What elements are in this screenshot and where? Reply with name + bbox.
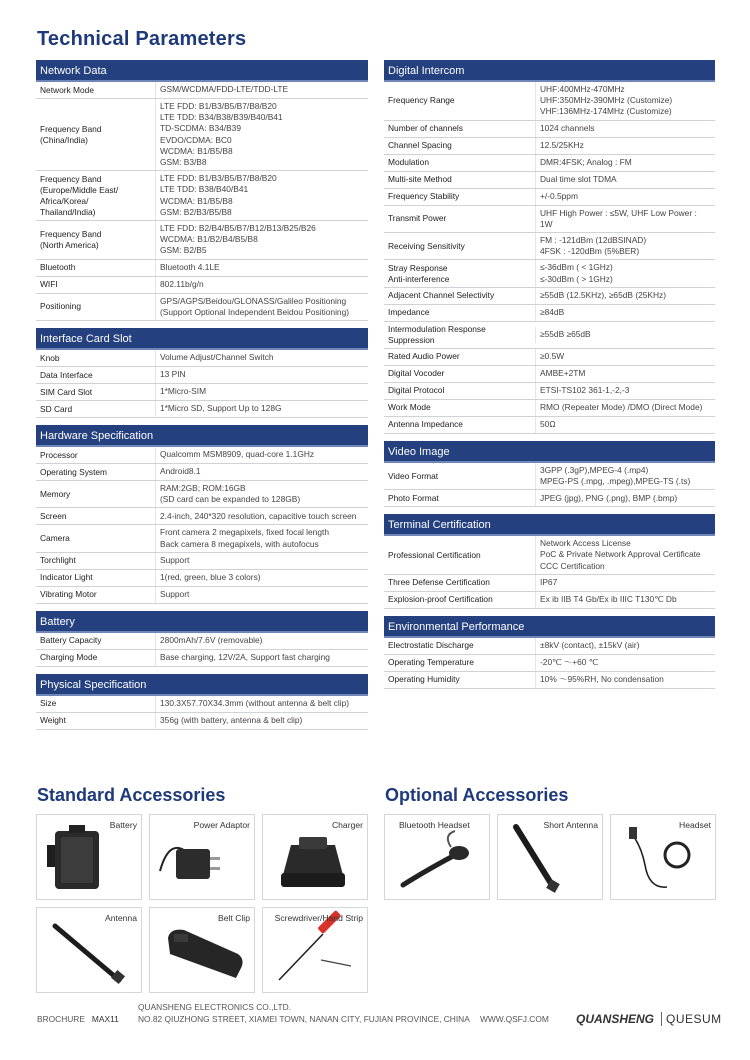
accessory-label: Battery: [109, 820, 137, 830]
spec-key: Work Mode: [388, 402, 431, 413]
spec-row: [36, 350, 368, 367]
spec-value: ±8kV (contact), ±15kV (air): [535, 638, 715, 654]
spec-row: [384, 592, 715, 609]
spec-row: [36, 570, 368, 587]
model-label: MAX11: [91, 1014, 119, 1024]
spec-section: [384, 514, 715, 609]
spec-value: Qualcomm MSM8909, quad-core 1.1GHz: [155, 447, 368, 463]
spec-value: ≥0.5W: [535, 349, 715, 365]
left-spec-column: [36, 60, 368, 737]
spec-section: [36, 328, 368, 418]
spec-key: Knob: [40, 352, 60, 363]
spec-row: [384, 366, 715, 383]
accessory-card-headset: [610, 814, 716, 900]
spec-value: 10% ～95%RH, No condensation: [535, 672, 715, 688]
spec-value: 2800mAh/7.6V (removable): [155, 633, 368, 649]
spec-row: [384, 138, 715, 155]
accessory-card-short-antenna: [497, 814, 603, 900]
accessory-card-screwdriver: [262, 907, 368, 993]
spec-row: [384, 536, 715, 575]
spec-value: ≤-36dBm ( < 1GHz) ≤-30dBm ( > 1GHz): [535, 260, 715, 286]
spec-row: [384, 206, 715, 233]
spec-row: [384, 672, 715, 689]
spec-value: 1*Micro-SIM: [155, 384, 368, 400]
spec-section: [36, 425, 368, 604]
brochure-label: BROCHURE: [37, 1014, 85, 1024]
spec-key: Digital Protocol: [388, 385, 445, 396]
section-header: Network Data: [36, 60, 368, 82]
spec-key: Number of channels: [388, 123, 463, 134]
spec-key: Explosion-proof Certification: [388, 594, 493, 605]
spec-value: 50Ω: [535, 417, 715, 433]
spec-value: Android8.1: [155, 464, 368, 480]
footer-address: NO.82 QIUZHONG STREET, XIAMEI TOWN, NANAN CITY, FUJIAN PROVINCE, CHINA: [138, 1014, 470, 1024]
spec-value: JPEG (jpg), PNG (.png), BMP (.bmp): [535, 490, 715, 506]
spec-key: Multi-site Method: [388, 174, 452, 185]
spec-value: GSM/WCDMA/FDD-LTE/TDD-LTE: [155, 82, 368, 98]
spec-key: Charging Mode: [40, 652, 98, 663]
spec-value: Bluetooth 4.1LE: [155, 260, 368, 276]
spec-section: [384, 60, 715, 434]
spec-key: Screen: [40, 510, 67, 521]
spec-key: Frequency Band (Europe/Middle East/ Africa/Korea/ Thailand/India): [40, 173, 119, 217]
brand-logo-quesum: QUESUM: [666, 1012, 722, 1026]
standard-accessories-title: Standard Accessories: [37, 785, 226, 805]
spec-key: Weight: [40, 715, 66, 726]
spec-value: +/-0.5ppm: [535, 189, 715, 205]
spec-key: Three Defense Certification: [388, 577, 490, 588]
accessory-card-belt-clip: [149, 907, 255, 993]
spec-row: [384, 305, 715, 322]
spec-key: Operating System: [40, 466, 108, 477]
spec-value: DMR:4FSK; Analog : FM: [535, 155, 715, 171]
right-spec-column: [384, 60, 715, 696]
spec-value: 13 PIN: [155, 367, 368, 383]
spec-section: [384, 441, 715, 507]
spec-row: [36, 221, 368, 260]
spec-row: [384, 322, 715, 349]
accessory-card-bluetooth-headset: [384, 814, 490, 900]
section-header: Battery: [36, 611, 368, 633]
spec-value: 1*Micro SD, Support Up to 128G: [155, 401, 368, 417]
spec-row: [36, 171, 368, 221]
accessory-label: Short Antenna: [543, 820, 598, 830]
spec-row: [384, 155, 715, 172]
spec-value: RMO (Repeater Mode) /DMO (Direct Mode): [535, 400, 715, 416]
spec-key: Processor: [40, 449, 78, 460]
spec-key: Photo Format: [388, 492, 439, 503]
spec-value: ≥55dB (12.5KHz), ≥65dB (25KHz): [535, 288, 715, 304]
spec-row: [384, 349, 715, 366]
spec-section: [36, 611, 368, 667]
spec-key: Electrostatic Discharge: [388, 640, 474, 651]
spec-row: [384, 575, 715, 592]
accessory-card-charger: [262, 814, 368, 900]
spec-section: [36, 674, 368, 730]
spec-row: [36, 481, 368, 508]
section-header: Terminal Certification: [384, 514, 715, 536]
accessory-label: Power Adaptor: [193, 820, 250, 830]
spec-key: Vibrating Motor: [40, 589, 97, 600]
spec-key: Frequency Stability: [388, 191, 460, 202]
spec-key: Transmit Power: [388, 213, 447, 224]
spec-row: [36, 508, 368, 525]
spec-value: FM : -121dBm (12dBSINAD) 4FSK : -120dBm (5%BER): [535, 233, 715, 259]
spec-key: Camera: [40, 533, 70, 544]
spec-row: [36, 294, 368, 321]
accessory-card-battery: [36, 814, 142, 900]
spec-key: Battery Capacity: [40, 635, 102, 646]
spec-value: 12.5/25KHz: [535, 138, 715, 154]
spec-value: LTE FDD: B2/B4/B5/B7/B12/B13/B25/B26 WCDMA: B1/B2/B4/B5/B8 GSM: B2/B5: [155, 221, 368, 259]
spec-value: IP67: [535, 575, 715, 591]
spec-row: [384, 400, 715, 417]
spec-key: Modulation: [388, 157, 429, 168]
spec-row: [36, 713, 368, 730]
spec-value: ETSI-TS102 361-1,-2,-3: [535, 383, 715, 399]
spec-row: [384, 172, 715, 189]
spec-row: [36, 447, 368, 464]
footer-brochure: [37, 1014, 119, 1024]
spec-value: -20℃ ～+60 ℃: [535, 655, 715, 671]
spec-key: Receiving Sensitivity: [388, 240, 465, 251]
spec-key: Stray Response Anti-interference: [388, 262, 450, 284]
spec-row: [384, 655, 715, 672]
spec-value: 2.4-inch, 240*320 resolution, capacitive touch screen: [155, 508, 368, 524]
spec-key: Intermodulation Response Suppression: [388, 323, 486, 345]
spec-key: Positioning: [40, 301, 81, 312]
spec-row: [384, 82, 715, 121]
spec-row: [36, 260, 368, 277]
spec-key: Frequency Band (North America): [40, 228, 102, 250]
spec-key: Antenna Impedance: [388, 419, 463, 430]
spec-key: Digital Vocoder: [388, 368, 445, 379]
accessory-card-power-adaptor: [149, 814, 255, 900]
spec-key: Video Format: [388, 470, 439, 481]
spec-key: Operating Humidity: [388, 674, 460, 685]
spec-value: GPS/AGPS/Beidou/GLONASS/Galileo Positioning (Support Optional Independent Beidou Positioning): [155, 294, 368, 320]
spec-key: WIFI: [40, 279, 58, 290]
accessory-card-antenna: [36, 907, 142, 993]
spec-value: Base charging, 12V/2A, Support fast charging: [155, 650, 368, 666]
spec-value: LTE FDD: B1/B3/B5/B7/B8/B20 LTE TDD: B38/B40/B41 WCDMA: B1/B5/B8 GSM: B2/B3/B5/B8: [155, 171, 368, 220]
spec-key: Adjacent Channel Selectivity: [388, 290, 495, 301]
spec-value: Network Access License PoC & Private Network Approval Certificate CCC Certification: [535, 536, 715, 574]
section-header: Environmental Performance: [384, 616, 715, 638]
spec-value: ≥55dB ≥65dB: [535, 327, 715, 343]
accessory-label: Charger: [331, 820, 363, 830]
spec-value: 130.3X57.70X34.3mm (without antenna & belt clip): [155, 696, 368, 712]
spec-value: Volume Adjust/Channel Switch: [155, 350, 368, 366]
spec-key: Data Interface: [40, 369, 93, 380]
spec-key: SIM Card Slot: [40, 386, 93, 397]
spec-section: [384, 616, 715, 689]
spec-key: Operating Temperature: [388, 657, 474, 668]
spec-row: [384, 383, 715, 400]
accessory-label: Screwdriver/Hand Strip: [274, 913, 363, 923]
spec-key: Bluetooth: [40, 262, 76, 273]
spec-key: Rated Audio Power: [388, 351, 460, 362]
brand-logo-quansheng: QUANSHENG: [576, 1012, 655, 1026]
spec-key: SD Card: [40, 403, 73, 414]
spec-row: [36, 650, 368, 667]
spec-row: [36, 587, 368, 604]
spec-row: [36, 277, 368, 294]
spec-key: Torchlight: [40, 555, 76, 566]
spec-key: Indicator Light: [40, 572, 93, 583]
spec-value: Ex ib IIB T4 Gb/Ex ib IIIC T130℃ Db: [535, 592, 715, 608]
spec-value: 1(red, green, blue 3 colors): [155, 570, 368, 586]
spec-value: ≥84dB: [535, 305, 715, 321]
spec-row: [36, 633, 368, 650]
spec-row: [36, 367, 368, 384]
spec-value: Support: [155, 553, 368, 569]
spec-row: [36, 82, 368, 99]
spec-value: LTE FDD: B1/B3/B5/B7/B8/B20 LTE TDD: B34/B38/B39/B40/B41 TD-SCDMA: B34/B39 EVDO/CDMA: BC0 WCDMA: B1/B5/B8 GSM: B3/B8: [155, 99, 368, 170]
spec-value: Support: [155, 587, 368, 603]
spec-row: [384, 121, 715, 138]
spec-section: [36, 60, 368, 321]
optional-accessories-title: Optional Accessories: [385, 785, 569, 805]
spec-value: Dual time slot TDMA: [535, 172, 715, 188]
section-header: Video Image: [384, 441, 715, 463]
spec-row: [36, 696, 368, 713]
spec-row: [36, 464, 368, 481]
spec-row: [384, 417, 715, 434]
spec-key: Memory: [40, 488, 71, 499]
spec-key: Professional Certification: [388, 549, 481, 560]
accessory-label: Antenna: [104, 913, 137, 923]
brand-divider: [661, 1012, 662, 1026]
spec-row: [36, 99, 368, 171]
spec-row: [384, 189, 715, 206]
spec-row: [36, 553, 368, 570]
spec-value: 1024 channels: [535, 121, 715, 137]
section-header: Digital Intercom: [384, 60, 715, 82]
section-header: Physical Specification: [36, 674, 368, 696]
section-header: Hardware Specification: [36, 425, 368, 447]
spec-key: Impedance: [388, 307, 430, 318]
spec-row: [36, 401, 368, 418]
spec-row: [384, 233, 715, 260]
page-title: Technical Parameters: [37, 28, 247, 50]
spec-value: Front camera 2 megapixels, fixed focal length Back camera 8 megapixels, with autofocus: [155, 525, 368, 551]
spec-value: AMBE+2TM: [535, 366, 715, 382]
spec-key: Frequency Range: [388, 95, 455, 106]
spec-row: [384, 463, 715, 490]
spec-row: [36, 384, 368, 401]
spec-value: RAM:2GB; ROM:16GB (SD card can be expanded to 128GB): [155, 481, 368, 507]
spec-row: [384, 260, 715, 287]
spec-row: [384, 490, 715, 507]
spec-row: [384, 288, 715, 305]
spec-key: Channel Spacing: [388, 140, 452, 151]
spec-value: 356g (with battery, antenna & belt clip): [155, 713, 368, 729]
spec-value: 802.11b/g/n: [155, 277, 368, 293]
spec-value: UHF High Power : ≤5W, UHF Low Power : 1W: [535, 206, 715, 232]
spec-key: Frequency Band (China/India): [40, 123, 102, 145]
spec-row: [36, 525, 368, 552]
spec-key: Network Mode: [40, 84, 94, 95]
accessory-label: Headset: [678, 820, 711, 830]
footer-website[interactable]: WWW.QSFJ.COM: [480, 1014, 549, 1024]
footer-company: QUANSHENG ELECTRONICS CO.,LTD.: [138, 1002, 291, 1012]
section-header: Interface Card Slot: [36, 328, 368, 350]
accessory-label: Belt Clip: [218, 913, 250, 923]
spec-value: UHF:400MHz-470MHz UHF:350MHz-390MHz (Customize) VHF:136MHz-174MHz (Customize): [535, 82, 715, 120]
spec-key: Size: [40, 698, 57, 709]
spec-row: [384, 638, 715, 655]
spec-value: 3GPP (.3gP),MPEG-4 (.mp4) MPEG-PS (.mpg, .mpeg),MPEG-TS (.ts): [535, 463, 715, 489]
accessory-label: Bluetooth Headset: [399, 820, 470, 830]
